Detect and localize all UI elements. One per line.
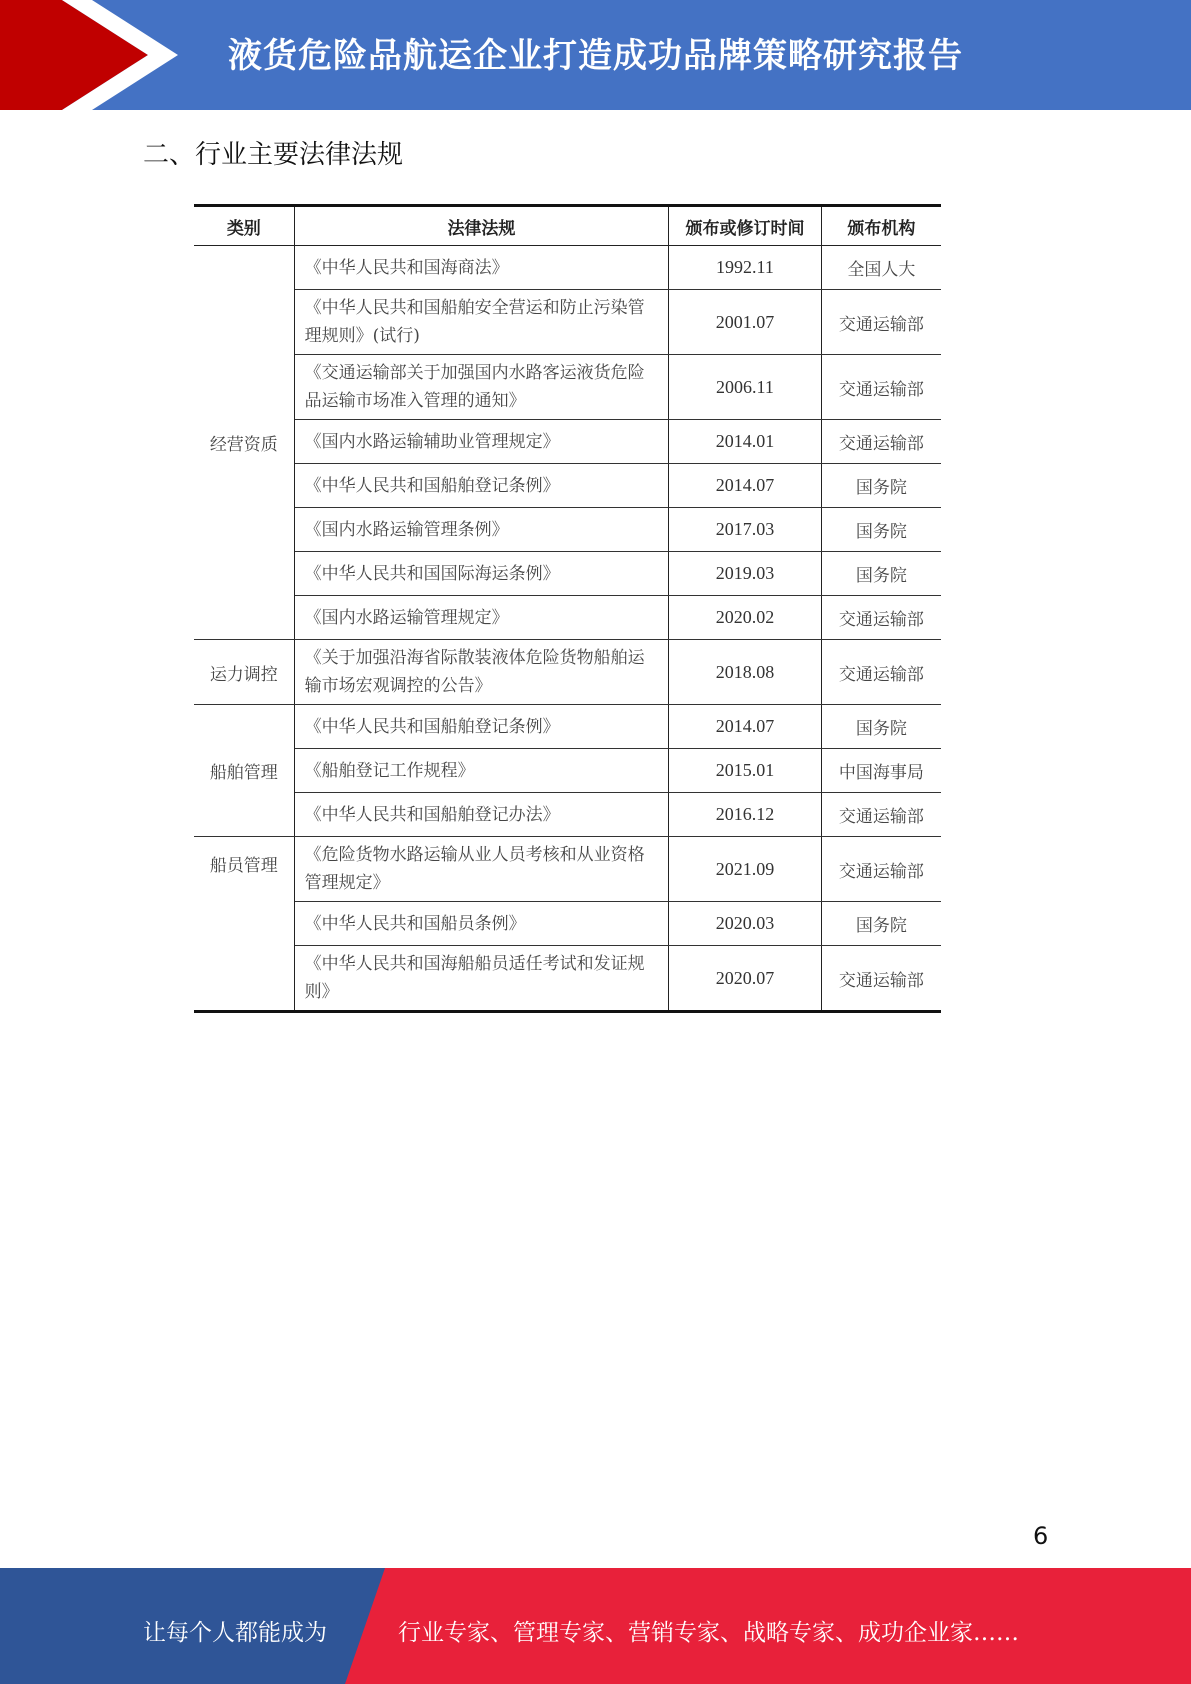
law-name-cell: 《国内水路运输辅助业管理规定》 xyxy=(294,420,669,464)
date-cell: 2019.03 xyxy=(669,552,821,596)
column-header-date: 颁布或修订时间 xyxy=(669,206,821,246)
organization-cell: 交通运输部 xyxy=(821,290,941,355)
table-row xyxy=(194,837,941,902)
law-name-cell: 《危险货物水路运输从业人员考核和从业资格管理规定》 xyxy=(294,837,669,902)
date-cell: 2015.01 xyxy=(669,749,821,793)
table-row xyxy=(194,420,941,464)
organization-cell: 国务院 xyxy=(821,552,941,596)
footer-slogan-right: 行业专家、管理专家、营销专家、战略专家、成功企业家…… xyxy=(398,1620,1019,1646)
date-cell: 2021.09 xyxy=(669,837,821,902)
law-name-cell: 《中华人民共和国海商法》 xyxy=(294,246,669,290)
table-row xyxy=(194,705,941,749)
date-cell: 2014.01 xyxy=(669,420,821,464)
category-cell: 船员管理 xyxy=(194,837,294,1012)
page-footer xyxy=(0,1568,1191,1684)
organization-cell: 交通运输部 xyxy=(821,837,941,902)
organization-cell: 中国海事局 xyxy=(821,749,941,793)
law-name-cell: 《关于加强沿海省际散装液体危险货物船舶运输市场宏观调控的公告》 xyxy=(294,640,669,705)
organization-cell: 国务院 xyxy=(821,508,941,552)
column-header-organization: 颁布机构 xyxy=(821,206,941,246)
table-row xyxy=(194,355,941,420)
category-cell: 运力调控 xyxy=(194,640,294,705)
law-name-cell: 《中华人民共和国国际海运条例》 xyxy=(294,552,669,596)
date-cell: 2020.03 xyxy=(669,902,821,946)
organization-cell: 交通运输部 xyxy=(821,420,941,464)
table-header-row xyxy=(194,206,941,246)
date-cell: 2020.07 xyxy=(669,946,821,1012)
table-row xyxy=(194,793,941,837)
table-row xyxy=(194,464,941,508)
organization-cell: 国务院 xyxy=(821,705,941,749)
date-cell: 2016.12 xyxy=(669,793,821,837)
category-cell: 船舶管理 xyxy=(194,705,294,837)
column-header-law: 法律法规 xyxy=(294,206,669,246)
law-name-cell: 《中华人民共和国船舶登记条例》 xyxy=(294,464,669,508)
section-heading: 二、行业主要法律法规 xyxy=(143,140,404,170)
law-name-cell: 《船舶登记工作规程》 xyxy=(294,749,669,793)
footer-slogan-left: 让每个人都能成为 xyxy=(143,1620,327,1646)
organization-cell: 全国人大 xyxy=(821,246,941,290)
law-name-cell: 《国内水路运输管理条例》 xyxy=(294,508,669,552)
table-body xyxy=(194,246,941,1012)
date-cell: 2017.03 xyxy=(669,508,821,552)
page-number: 6 xyxy=(1033,1522,1049,1550)
table-row xyxy=(194,749,941,793)
law-name-cell: 《交通运输部关于加强国内水路客运液货危险品运输市场准入管理的通知》 xyxy=(294,355,669,420)
date-cell: 2001.07 xyxy=(669,290,821,355)
law-name-cell: 《中华人民共和国船舶登记条例》 xyxy=(294,705,669,749)
table-row xyxy=(194,290,941,355)
law-name-cell: 《中华人民共和国海船船员适任考试和发证规则》 xyxy=(294,946,669,1012)
date-cell: 2020.02 xyxy=(669,596,821,640)
report-title: 液货危险品航运企业打造成功品牌策略研究报告 xyxy=(228,36,963,76)
date-cell: 2014.07 xyxy=(669,705,821,749)
table-row xyxy=(194,596,941,640)
organization-cell: 交通运输部 xyxy=(821,596,941,640)
organization-cell: 交通运输部 xyxy=(821,355,941,420)
law-name-cell: 《国内水路运输管理规定》 xyxy=(294,596,669,640)
table-row xyxy=(194,902,941,946)
law-name-cell: 《中华人民共和国船员条例》 xyxy=(294,902,669,946)
organization-cell: 交通运输部 xyxy=(821,946,941,1012)
date-cell: 1992.11 xyxy=(669,246,821,290)
table-row xyxy=(194,246,941,290)
law-name-cell: 《中华人民共和国船舶安全营运和防止污染管理规则》(试行) xyxy=(294,290,669,355)
page-header xyxy=(0,0,1191,110)
organization-cell: 国务院 xyxy=(821,464,941,508)
table-row xyxy=(194,640,941,705)
organization-cell: 交通运输部 xyxy=(821,793,941,837)
table-row xyxy=(194,552,941,596)
law-name-cell: 《中华人民共和国船舶登记办法》 xyxy=(294,793,669,837)
date-cell: 2018.08 xyxy=(669,640,821,705)
table-row xyxy=(194,508,941,552)
table-row xyxy=(194,946,941,1012)
date-cell: 2014.07 xyxy=(669,464,821,508)
organization-cell: 国务院 xyxy=(821,902,941,946)
category-cell: 经营资质 xyxy=(194,246,294,640)
laws-regulations-table xyxy=(194,204,941,1013)
column-header-category: 类别 xyxy=(194,206,294,246)
organization-cell: 交通运输部 xyxy=(821,640,941,705)
date-cell: 2006.11 xyxy=(669,355,821,420)
